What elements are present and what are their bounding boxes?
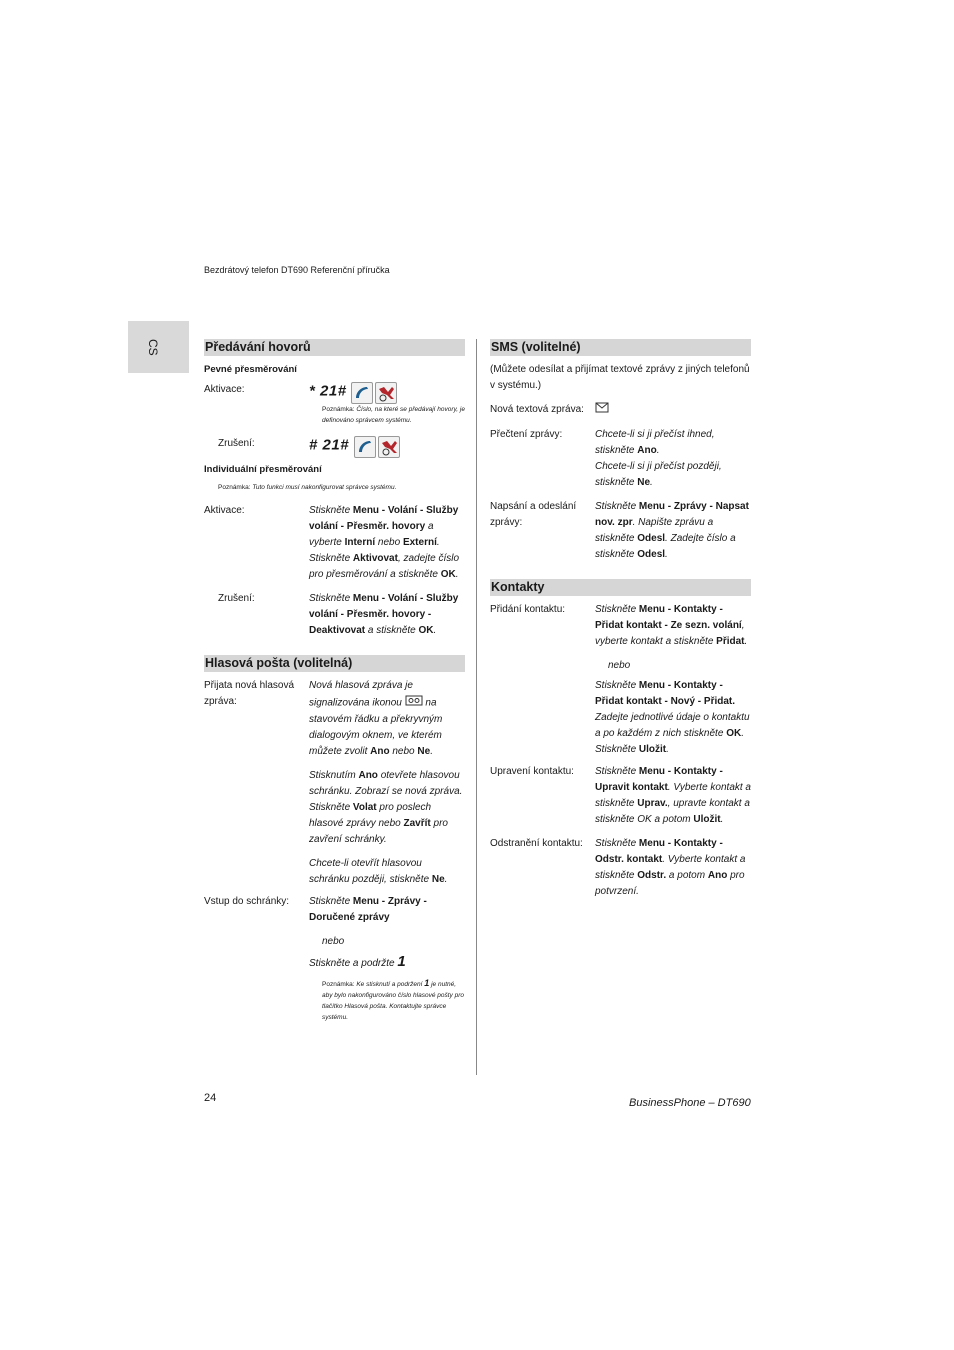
section-title-contacts: Kontakty (490, 579, 751, 596)
phone-offhook-icon (351, 382, 373, 404)
voicemail-note: Poznámka: Ke stisknutí a podržení 1 je nutné, aby bylo nakonfigurováno číslo hlasové pošty pro tlačítko Hlasová pošta. Kontaktujte správce systému. (322, 978, 465, 1021)
fixed-forwarding-title: Pevné přesměrování (204, 364, 297, 375)
right-column (490, 339, 751, 906)
cancel-label: Zrušení: (218, 438, 255, 449)
voicemail-access-label: Vstup do schránky: (204, 896, 290, 907)
contact-add-instructions: Stiskněte Menu - Kontakty - Přidat kontakt - Ze sezn. volání, vyberte kontakt a stiskněte Přidat. nebo Stiskněte Menu - Kontakty - Přidat kontakt - Nový - Přidat. Zadejte jednotlivé údaje o kontaktu a po každém z nich stiskněte OK. Stiskněte Uložit. (595, 604, 750, 756)
page-header: Bezdrátový telefon DT690 Referenční příručka (204, 265, 390, 275)
language-code: CS (146, 339, 160, 356)
activation-code: * 21# (309, 382, 347, 400)
contact-delete-instructions: Stiskněte Menu - Kontakty - Odstr. kontakt. Vyberte kontakt a stiskněte Odstr. a potom Ano pro potvrzení. (595, 838, 746, 898)
section-title-sms: SMS (volitelné) (490, 339, 751, 356)
activation-label: Aktivace: (204, 384, 245, 395)
cancel-code-row (309, 436, 465, 458)
contact-delete-label: Odstranění kontaktu: (490, 838, 583, 850)
individual-note: Poznámka: Tuto funkci musí nakonfigurovat správce systému. (218, 484, 397, 491)
individual-cancel-label: Zrušení: (218, 593, 255, 604)
or-text: nebo (322, 936, 345, 947)
hold-key: 1 (397, 953, 407, 970)
phone-forward-timer-icon (375, 382, 397, 404)
column-divider (476, 339, 477, 1075)
contact-edit-instructions: Stiskněte Menu - Kontakty - Upravit kontakt. Vyberte kontakt a stiskněte Uprav., upravte kontakt a stiskněte OK a potom Uložit. (595, 766, 751, 826)
individual-activation-label: Aktivace: (204, 505, 245, 516)
sms-write-label: Napsání a odeslání zprávy: (490, 501, 577, 529)
language-tab (128, 321, 189, 373)
sms-read-label: Přečtení zprávy: (490, 429, 563, 441)
phone-forward-timer-icon (378, 436, 400, 458)
individual-forwarding-title: Individuální přesměrování (204, 464, 322, 475)
activation-note: Poznámka: Číslo, na které se předávají hovory, je definováno správcem systému. (322, 406, 465, 424)
section-title-voicemail: Hlasová pošta (volitelná) (204, 655, 465, 672)
voicemail-icon (405, 694, 423, 712)
phone-offhook-icon (354, 436, 376, 458)
section-title-forwarding: Předávání hovorů (204, 339, 465, 356)
sms-read-instructions: Chcete-li si ji přečíst ihned, stiskněte Ano. Chcete-li si ji přečíst později, stiskněte Ne. (595, 429, 722, 489)
envelope-icon (595, 402, 609, 419)
individual-activation-instructions: Stiskněte Menu - Volání - Služby volání - Přesměr. hovory a vyberte Interní nebo Externí. Stiskněte Aktivovat, zadejte číslo pro přesměrování a stiskněte OK. (309, 505, 460, 580)
activation-code-row (309, 382, 465, 404)
voicemail-received-label: Přijata nová hlasová zpráva: (204, 680, 295, 707)
sms-write-instructions: Stiskněte Menu - Zprávy - Napsat nov. zpr. Napište zprávu a stiskněte Odesl. Zadejte číslo a stiskněte Odesl. (595, 501, 749, 561)
hold-line: Stiskněte a podržte 1 (309, 953, 407, 970)
sms-intro: (Můžete odesílat a přijímat textové zprávy z jiných telefonů v systému.) (490, 364, 750, 391)
contact-add-label: Přidání kontaktu: (490, 604, 566, 616)
voicemail-received-instructions: Nová hlasová zpráva je signalizována ikonou na stavovém řádku a překryvným dialogovým oknem, ve kterém můžete zvolit Ano nebo Ne. Stisknutím Ano otevřete hlasovou schránku. Zobrazí se nová zpráva. Stiskněte Volat pro poslech hlasové zprávy nebo Zavřít pro zavření schránky. Chcete-li otevřít hlasovou schránku později, stiskněte Ne. (309, 680, 463, 885)
sms-new-label: Nová textová zpráva: (490, 404, 584, 415)
product-name: BusinessPhone – DT690 (629, 1097, 751, 1109)
or-text: nebo (608, 660, 631, 672)
voicemail-access-instructions: Stiskněte Menu - Zprávy - Doručené zprávy nebo Stiskněte a podržte 1 Poznámka: Ke stisknutí a podržení 1 je nutné, aby bylo nakonfigurováno číslo hlasové pošty pro tlačítko Hlasová pošta. Kontaktujte správce systému. (309, 896, 465, 1021)
contact-edit-label: Upravení kontaktu: (490, 766, 574, 778)
left-column (204, 339, 465, 1029)
cancel-code: # 21# (309, 436, 350, 454)
page-number: 24 (204, 1092, 217, 1104)
individual-cancel-instructions: Stiskněte Menu - Volání - Služby volání - Přesměr. hovory - Deaktivovat a stiskněte OK. (309, 593, 459, 636)
